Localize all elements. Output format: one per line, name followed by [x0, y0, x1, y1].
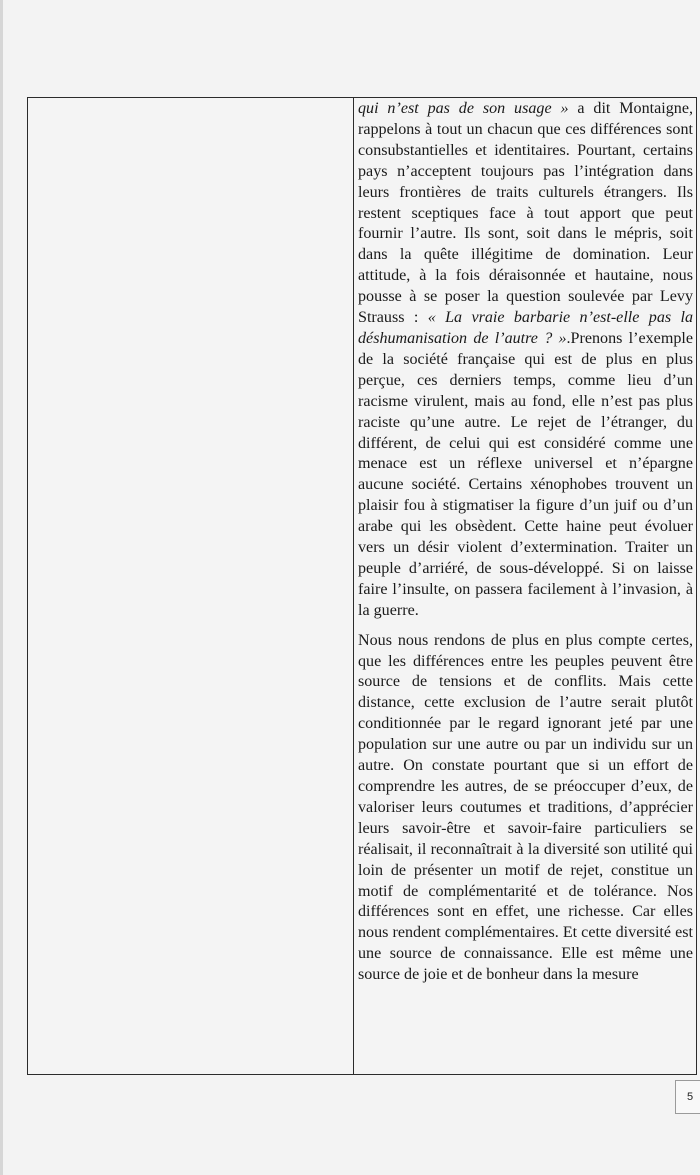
quote-montaigne: qui n’est pas de son usage » [358, 100, 569, 117]
table-right-column [354, 98, 696, 1074]
paragraph-1 [358, 99, 693, 622]
document-table [27, 97, 697, 1075]
table-left-column [28, 98, 354, 1074]
paragraph-1-text-b: .Prenons l’exemple de la société française qui est de plus en plus perçue, ces derniers temps, comme lieu d’un racisme virulent, mais au fond, elle n’est pas plus raciste qu’une autre. Le rejet de l’étranger, du différent, de celui qui est considéré comme une menace est un réflexe universel et n’épargne aucune société. Certains xénophobes trouvent un plaisir fou à stigmatiser la figure d’un juif ou d’un arabe qui les obsèdent. Cette haine peut évoluer vers un désir violent d’extermination. Traiter un peuple d’arriéré, de sous-développé. Si on laisse faire l’insulte, on passera facilement à l’invasion, à la guerre. [358, 329, 693, 619]
quote-levy-strauss: « La vraie barbarie n’est-elle pas la déshumanisation de l’autre ? » [358, 309, 693, 347]
page-left-edge [0, 0, 3, 1175]
page-number: 5 [675, 1080, 700, 1114]
paragraph-2: Nous nous rendons de plus en plus compte certes, que les différences entre les peuples peuvent être source de tensions et de conflits. Mais cette distance, cette exclusion de l’autre serait plutôt conditionnée par le regard ignorant jeté par une population sur une autre ou par un individu sur un autre. On constate pourtant que si un effort de comprendre les autres, de se préoccuper d’eux, de valoriser leurs coutumes et traditions, d’apprécier leurs savoir-être et savoir-faire particuliers se réalisait, il reconnaîtrait à la diversité son utilité qui loin de présenter un motif de rejet, constitue un motif de complémentarité et de tolérance. Nos différences sont en effet, une richesse. Car elles nous rendent complémentaires. Et cette diversité est une source de connaissance. Elle est même une source de joie et de bonheur dans la mesure [358, 631, 693, 984]
paragraph-1-text-a: a dit Montaigne, rappelons à tout un chacun que ces différences sont consubstantielles et identitaires. Pourtant, certains pays n’acceptent toujours pas l’intégration dans leurs frontières de traits culturels étrangers. Ils restent sceptiques face à tout apport que peut fournir l’autre. Ils sont, soit dans le mépris, soit dans la quête illégitime de domination. Leur attitude, à la fois déraisonnée et hautaine, nous pousse à se poser la question soulevée par Levy Strauss : [358, 100, 693, 327]
